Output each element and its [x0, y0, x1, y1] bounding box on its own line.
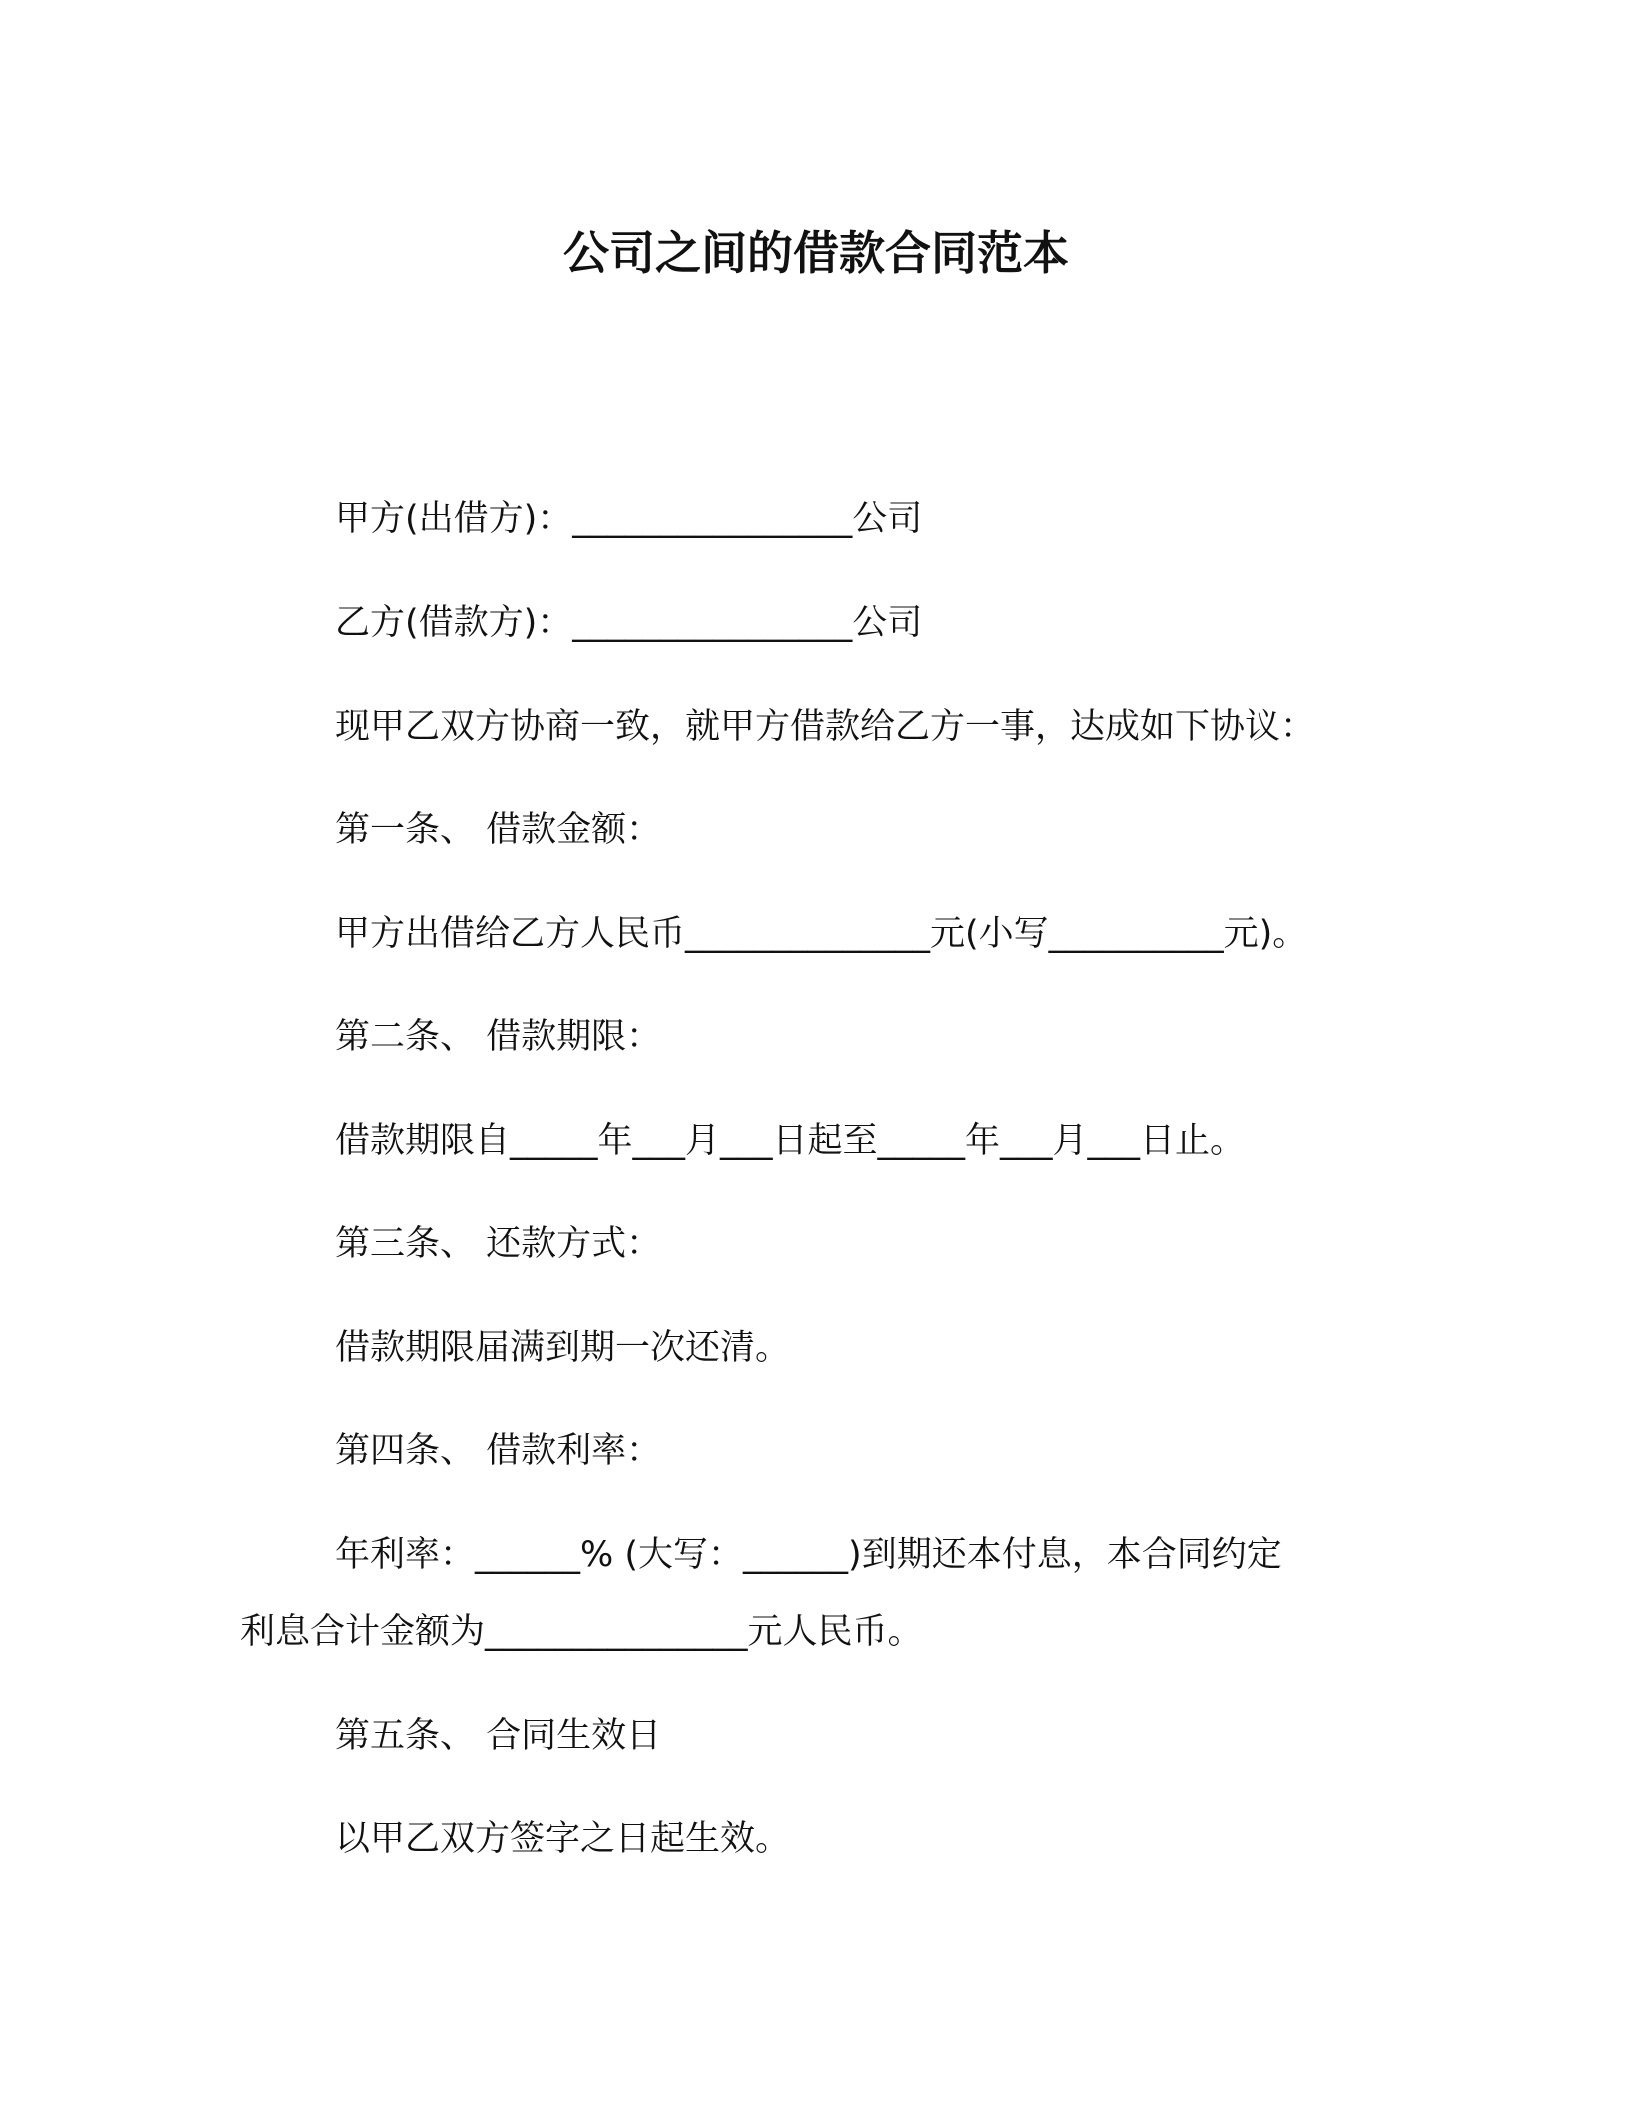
article-4-body-continued: 利息合计金额为_______________元人民币。: [240, 1612, 923, 1652]
article-4-heading: 第四条、 借款利率：: [335, 1431, 662, 1471]
article-3-body: 借款期限届满到期一次还清。: [335, 1328, 791, 1368]
article-2-heading: 第二条、 借款期限：: [335, 1017, 662, 1057]
article-5-body: 以甲乙双方签字之日起生效。: [335, 1819, 791, 1859]
article-3-heading: 第三条、 还款方式：: [335, 1224, 662, 1264]
party-a-line: 甲方(出借方)：________________公司: [335, 499, 923, 539]
article-5-heading: 第五条、 合同生效日: [335, 1716, 662, 1756]
article-2-body: 借款期限自_____年___月___日起至_____年___月___日止。: [335, 1121, 1246, 1161]
document-title: 公司之间的借款合同范本: [563, 226, 1069, 280]
party-b-line: 乙方(借款方)：________________公司: [335, 603, 923, 643]
article-1-heading: 第一条、 借款金额：: [335, 810, 662, 850]
agreement-intro: 现甲乙双方协商一致，就甲方借款给乙方一事，达成如下协议：: [335, 707, 1316, 747]
article-4-body: 年利率：______% (大写：______)到期还本付息，本合同约定: [335, 1535, 1282, 1575]
article-1-body: 甲方出借给乙方人民币______________元(小写__________元)。: [335, 914, 1308, 954]
